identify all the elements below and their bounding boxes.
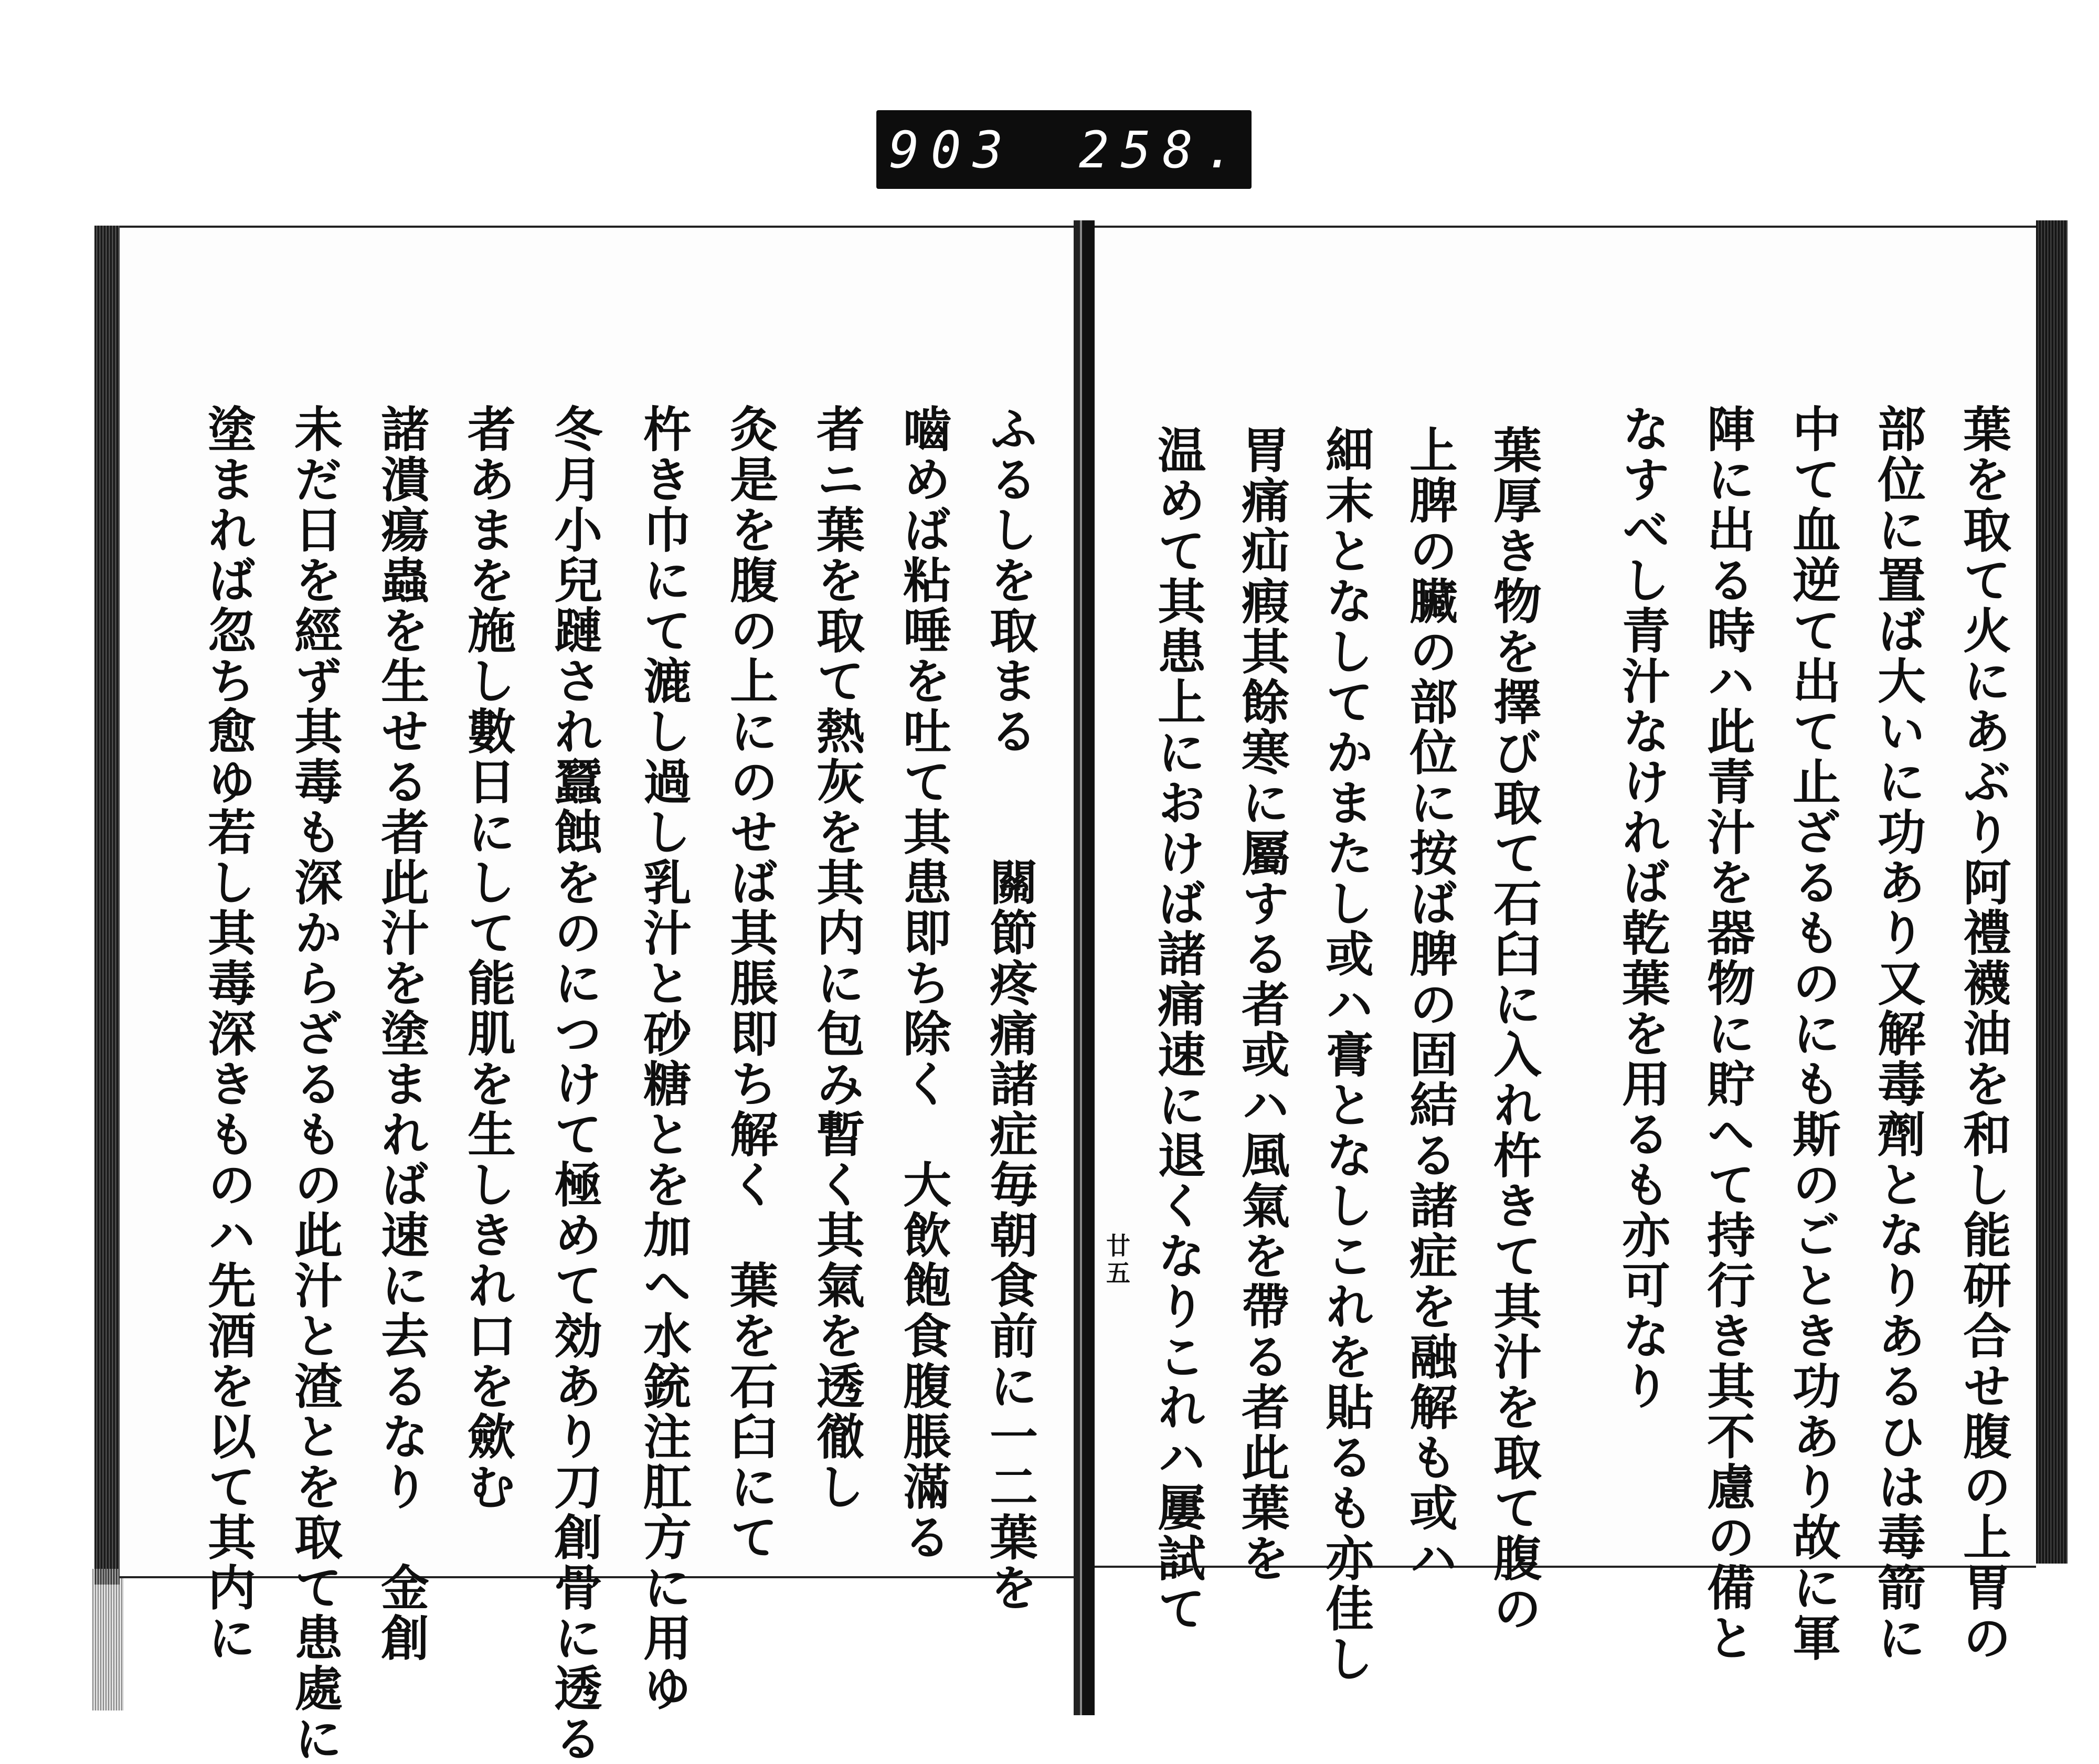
right-page-column-6: 葉厚き物を擇び取て石臼に入れ杵きて其汁を取て腹の	[1486, 425, 1542, 1634]
right-page-column-2: 部位に置ば大いに功あり又解毒劑となりあるひは毒箭に	[1870, 404, 1926, 1663]
left-page-column-2: 嚙めば粘唾を吐て其患即ち除く 大飲飽食腹脹滿る	[895, 404, 952, 1563]
book-edge-left	[94, 226, 120, 1585]
right-page-column-8: 細末となしてかまたし或ハ膏となしこれを貼るも亦佳し	[1318, 425, 1374, 1684]
left-page-column-10: 塗まれば忽ち愈ゆ若し其毒深きものハ先酒を以て其内に	[200, 404, 257, 1663]
right-page-column-7: 上脾の臟の部位に按ば脾の固結る諸症を融解も或ハ	[1402, 425, 1458, 1584]
right-page-column-5: なすべし青汁なければ乾葉を用るも亦可なり	[1614, 404, 1671, 1411]
right-page-column-10: 温めて其患上におけば諸痛速に退くなりこれハ屢試て	[1150, 425, 1206, 1634]
right-page-column-1: 葉を取て火にあぶり阿禮襪油を和し能研合せ腹の上胃の	[1955, 404, 2012, 1663]
page-stack-edge	[92, 1569, 124, 1710]
page-number: 廿五	[1102, 1233, 1131, 1288]
book-gutter	[1074, 220, 1095, 1715]
right-page-column-4: 陣に出る時ハ此青汁を器物に貯へて持行き其不慮の備と	[1699, 404, 1756, 1663]
left-page-column-9: 未だ日を經ず其毒も深からざるもの此汁と渣とを取て患處に	[287, 404, 343, 1764]
left-page-column-3: 者ニ葉を取て熱灰を其内に包み暫く其氣を透徹し	[809, 404, 865, 1512]
right-page-column-3: 中て血逆て出て止ざるものにも斯のごとき功あり故に軍	[1785, 404, 1841, 1663]
left-page-column-6: 冬月小兒蹥され蠶蝕をのにつけて極めて効あり刀創骨に透る	[546, 404, 603, 1764]
catalog-number-right: 258.	[1078, 121, 1246, 179]
catalog-label	[876, 110, 1252, 189]
left-page-column-5: 杵き巾にて漉し過し乳汁と砂糖とを加へ水銃注肛方に用ゆ	[635, 404, 692, 1714]
left-page-column-7: 者あまを施し數日にして能肌を生しきれ口を歛む	[460, 404, 516, 1512]
book-edge-right	[2036, 220, 2068, 1564]
left-page-column-4: 灸是を腹の上にのせば其脹即ち解く 葉を石臼にて	[722, 404, 779, 1563]
right-page-column-9: 胃痛疝瘕其餘寒に屬する者或ハ風氣を帶る者此葉を	[1234, 425, 1290, 1584]
catalog-number-left: 903	[889, 121, 1015, 179]
left-page-column-1: ふるしを取まる 關節疼痛諸症毎朝食前に一二葉を	[982, 404, 1038, 1613]
left-page-column-8: 諸潰瘍蟲を生せる者此汁を塗まれば速に去るなり 金創	[373, 404, 430, 1663]
